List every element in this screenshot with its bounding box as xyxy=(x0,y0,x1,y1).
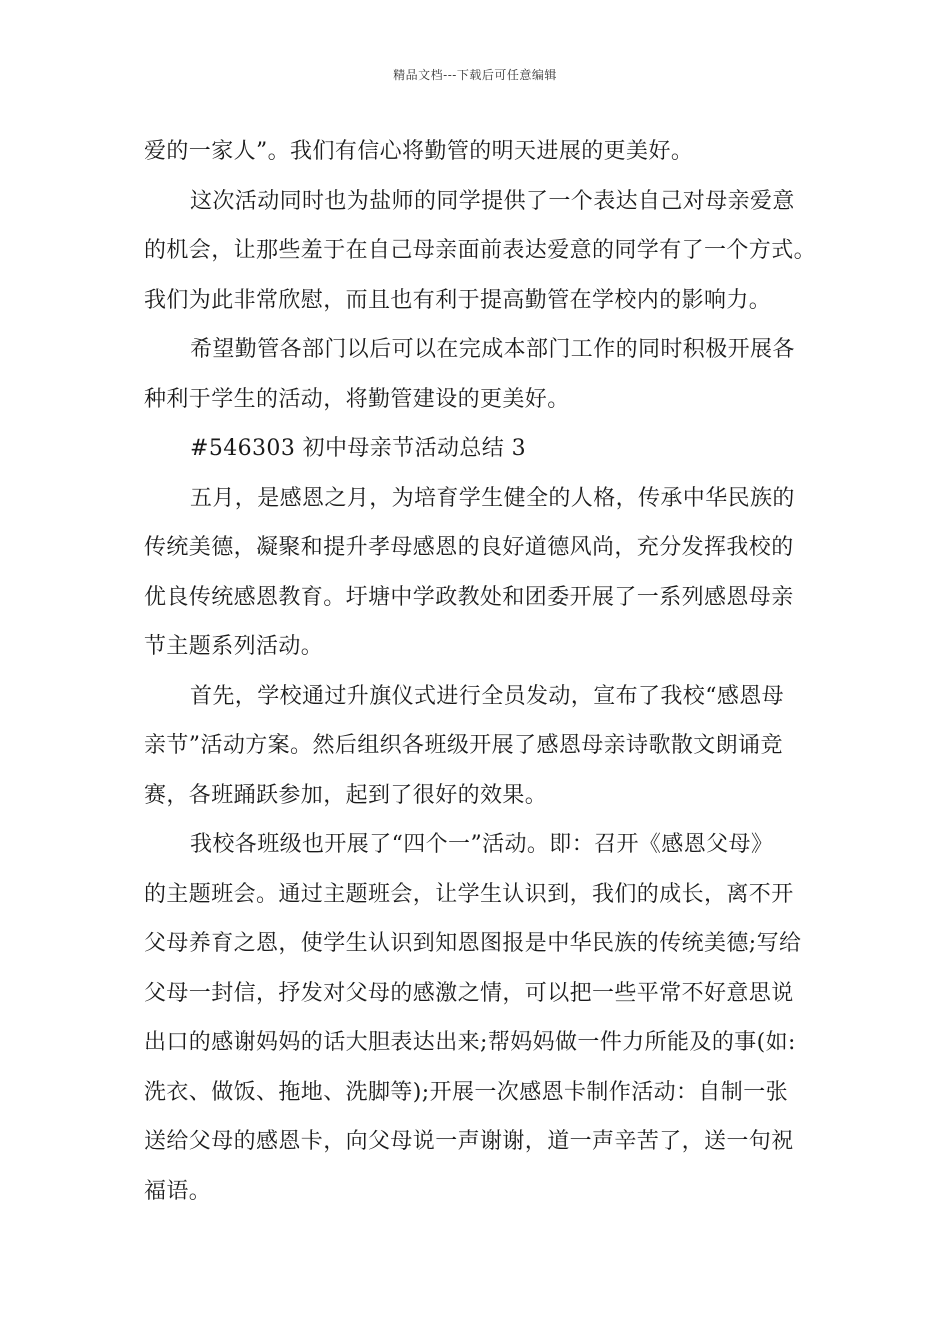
body-line: 传统美德，凝聚和提升孝母感恩的良好道德风尚，充分发挥我校的 xyxy=(144,535,794,560)
body-line: 洗衣、做饭、拖地、洗脚等);开展一次感恩卡制作活动：自制一张 xyxy=(144,1079,788,1105)
body-line: 赛，各班踊跃参加，起到了很好的效果。 xyxy=(144,782,548,808)
body-line: 的机会，让那些羞于在自己母亲面前表达爱意的同学有了一个方式。 xyxy=(144,238,817,263)
document-body xyxy=(144,127,824,1216)
body-line: 出口的感谢妈妈的话大胆表达出来;帮妈妈做一件力所能及的事(如: xyxy=(144,1030,796,1055)
page-header: 精品文档---下载后可任意编辑 xyxy=(393,68,557,82)
body-line: 父母一封信，抒发对父母的感激之情，可以把一些平常不好意思说 xyxy=(144,980,794,1006)
body-line: 亲节”活动方案。然后组织各班级开展了感恩母亲诗歌散文朗诵竞 xyxy=(144,733,783,758)
section-heading: #546303 初中母亲节活动总结 3 xyxy=(190,436,526,461)
body-line: 希望勤管各部门以后可以在完成本部门工作的同时积极开展各 xyxy=(190,337,795,362)
body-line: 我校各班级也开展了“四个一”活动。即：召开《感恩父母》 xyxy=(190,832,774,857)
body-line: 的主题班会。通过主题班会，让学生认识到，我们的成长，离不开 xyxy=(144,881,794,907)
body-line: 首先，学校通过升旗仪式进行全员发动，宣布了我校“感恩母 xyxy=(190,683,785,709)
body-line: 这次活动同时也为盐师的同学提供了一个表达自己对母亲爱意 xyxy=(190,188,795,214)
body-line: 五月，是感恩之月，为培育学生健全的人格，传承中华民族的 xyxy=(190,485,795,511)
body-line: 爱的一家人”。我们有信心将勤管的明天进展的更美好。 xyxy=(144,139,694,164)
body-line: 我们为此非常欣慰，而且也有利于提高勤管在学校内的影响力。 xyxy=(144,287,772,313)
body-line: 优良传统感恩教育。圩塘中学政教处和团委开展了一系列感恩母亲 xyxy=(144,584,794,610)
body-line: 福语。 xyxy=(144,1178,212,1204)
body-line: 种利于学生的活动，将勤管建设的更美好。 xyxy=(144,386,570,412)
body-line: 送给父母的感恩卡，向父母说一声谢谢，道一声辛苦了，送一句祝 xyxy=(144,1129,794,1154)
body-line: 父母养育之恩，使学生认识到知恩图报是中华民族的传统美德;写给 xyxy=(144,931,802,956)
body-line: 节主题系列活动。 xyxy=(144,634,324,659)
